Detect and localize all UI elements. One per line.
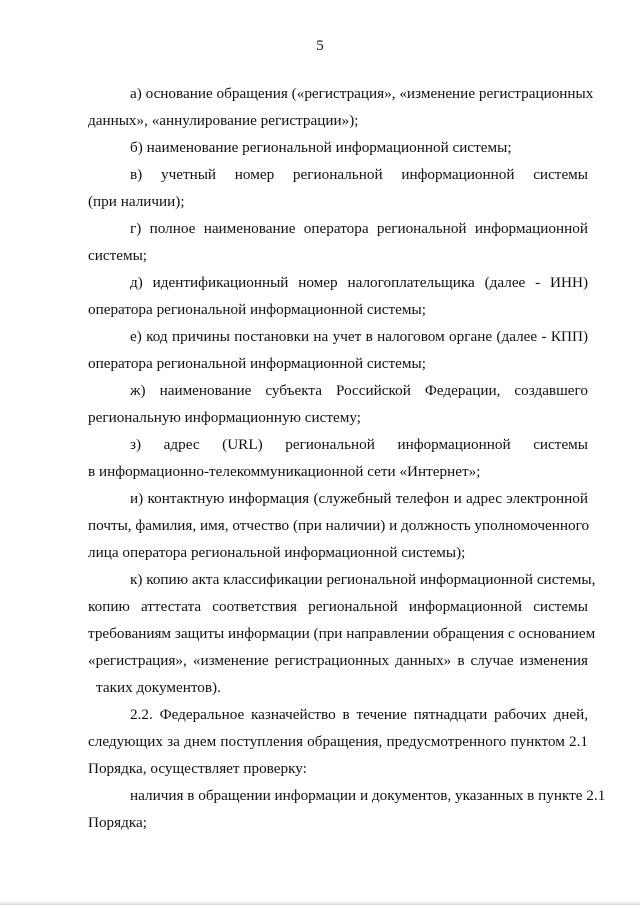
item-k-line-5: таких документов). [96, 679, 221, 696]
item-e-line-1: е) код причины постановки на учет в налоговом органе (далее - КПП) [130, 328, 588, 345]
item-g [88, 215, 588, 269]
check-item-line-2: Порядка; [88, 814, 147, 831]
scan-edge-shadow [0, 901, 640, 905]
item-i-line-2: почты, фамилия, имя, отчество (при наличии) и должность уполномоченного [88, 517, 590, 534]
section-2-2-line-2: следующих за днем поступления обращения, предусмотренного пунктом 2.1 [88, 733, 588, 750]
section-2-2-line-3: Порядка, осуществляет проверку: [88, 760, 307, 777]
item-v [88, 161, 588, 215]
item-a-line-2: данных», «аннулирование регистрации»); [88, 112, 359, 129]
item-k-line-4: «регистрация», «изменение регистрационных данных» в случае изменения [88, 652, 588, 669]
item-zh [88, 377, 588, 431]
item-a-line-1: а) основание обращения («регистрация», «изменение регистрационных [130, 85, 594, 102]
item-d-line-1: д) идентификационный номер налогоплательщика (далее - ИНН) [130, 274, 588, 291]
item-k-line-2: копию аттестата соответствия региональной информационной системы [88, 598, 588, 615]
page-number: 5 [316, 38, 324, 54]
item-z [88, 431, 588, 485]
section-2-2-line-1: 2.2. Федеральное казначейство в течение пятнадцати рабочих дней, [130, 706, 588, 723]
item-b-line-1: б) наименование региональной информационной системы; [130, 139, 512, 156]
item-b [88, 134, 588, 161]
item-zh-line-1: ж) наименование субъекта Российской Федерации, создавшего [130, 382, 588, 399]
item-e-line-2: оператора региональной информационной системы; [88, 355, 426, 372]
item-zh-line-2: региональную информационную систему; [88, 409, 362, 426]
item-v-line-2: (при наличии); [88, 193, 185, 210]
item-i-line-3: лица оператора региональной информационной системы); [88, 544, 466, 561]
item-k-line-1: к) копию акта классификации региональной информационной системы, [130, 571, 596, 588]
item-z-line-2: в информационно-телекоммуникационной сети «Интернет»; [88, 463, 481, 480]
item-d [88, 269, 588, 323]
item-z-line-1: з) адрес (URL) региональной информационной системы [130, 436, 588, 453]
item-i-line-1: и) контактную информация (служебный телефон и адрес электронной [130, 490, 588, 507]
item-k [88, 566, 596, 701]
item-e [88, 323, 588, 377]
item-k-line-3: требованиям защиты информации (при направлении обращения с основанием [88, 625, 596, 642]
section-2-2 [88, 701, 588, 782]
item-v-line-1: в) учетный номер региональной информационной системы [130, 166, 588, 183]
item-d-line-2: оператора региональной информационной системы; [88, 301, 426, 318]
item-g-line-1: г) полное наименование оператора региональной информационной [130, 220, 588, 237]
item-i [88, 485, 588, 566]
item-g-line-2: системы; [88, 247, 148, 264]
check-item-line-1: наличия в обращении информации и документов, указанных в пункте 2.1 [130, 787, 606, 804]
check-item [88, 782, 606, 836]
item-a [88, 80, 594, 134]
